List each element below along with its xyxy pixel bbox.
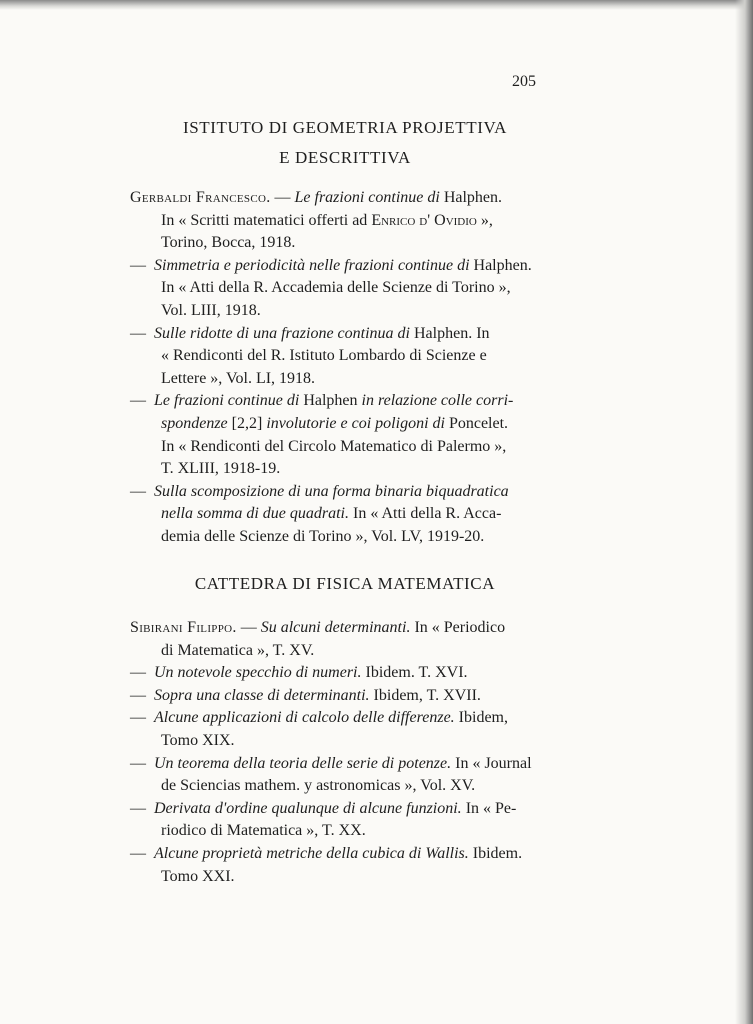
entry-text: « Rendiconti del R. Istituto Lombardo di Scienze e (161, 347, 487, 365)
entry-text: demia delle Scienze di Torino », Vol. LV, 1919-20. (161, 527, 485, 545)
entry-title: Alcune applicazioni di calcolo delle differenze. (154, 709, 455, 727)
entry-dash: — (130, 664, 146, 682)
entry-text: In « Pe- (461, 799, 517, 817)
entry-text: In « Periodico (410, 619, 506, 636)
entry-title: Sulla scomposizione di una forma binaria biquadratica (154, 482, 509, 500)
bibliography-entry (130, 617, 560, 662)
bibliography-entry (130, 481, 560, 549)
entry-text: Ibidem, (454, 709, 508, 727)
entry-title: Le frazioni continue di (294, 189, 440, 206)
entry-text: In « Rendiconti del Circolo Matematico di Palermo », (161, 437, 507, 455)
section-title-geometria: ISTITUTO DI GEOMETRIA PROJETTIVA (182, 118, 508, 137)
section1-bibliography (130, 187, 560, 549)
entry-title-continued: nella somma di due quadrati. (161, 505, 349, 523)
entry-title: Sopra una classe di determinanti. (154, 686, 370, 704)
entry-text: Halphen. In (409, 324, 490, 342)
entry-dash: — (130, 324, 146, 342)
entry-text: Lettere », Vol. LI, 1918. (161, 369, 316, 387)
entry-dash: — (130, 844, 146, 862)
entry-text: di Matematica », T. XV. (161, 641, 315, 659)
section-title-fisica-matematica: CATTEDRA DI FISICA MATEMATICA (194, 574, 496, 593)
entry-dash: — (130, 392, 146, 410)
entry-dash: — (130, 686, 146, 704)
entry-text: Ibidem, T. XVII. (369, 686, 481, 704)
entry-separator: — (236, 619, 261, 636)
entry-dedicatee: Enrico d' Ovidio (371, 211, 477, 229)
entry-text: Poncelet. (444, 414, 509, 432)
bibliography-entry (130, 323, 560, 391)
bibliography-entry (130, 662, 560, 685)
entry-text: Vol. LIII, 1918. (161, 301, 261, 319)
entry-text: In « Journal (451, 754, 532, 772)
entry-author: Sibirani Filippo. (130, 619, 237, 636)
scan-top-edge (0, 0, 753, 10)
entry-title: Un teorema della teoria delle serie di potenze. (154, 754, 452, 772)
scan-right-edge (735, 0, 753, 1024)
bibliography-entry (130, 843, 560, 888)
entry-text: Torino, Bocca, 1918. (161, 234, 296, 252)
bibliography-entry (130, 685, 560, 708)
bibliography-entry (130, 753, 560, 798)
entry-text: Tomo XXI. (161, 867, 235, 885)
entry-title: Alcune proprietà metriche della cubica di Wallis. (154, 844, 469, 862)
entry-title: Un notevole specchio di numeri. (154, 664, 362, 682)
bibliography-entry (130, 707, 560, 752)
entry-dash: — (130, 256, 146, 274)
entry-dash: — (130, 754, 146, 772)
bibliography-entry (130, 255, 560, 323)
entry-title: Su alcuni determinanti. (260, 619, 411, 636)
entry-text: Tomo XIX. (161, 731, 235, 749)
entry-dash: — (130, 482, 146, 500)
entry-text: In « Scritti matematici offerti ad (161, 211, 372, 229)
bibliography-entry (130, 798, 560, 843)
bibliography-entry (130, 187, 560, 255)
entry-text: In « Atti della R. Acca- (349, 505, 502, 523)
entry-title-continued: in relazione colle corri- (361, 392, 514, 410)
entry-title: Derivata d'ordine qualunque di alcune funzioni. (154, 799, 462, 817)
entry-title: Le frazioni continue di (154, 392, 300, 410)
entry-text: In « Atti della R. Accademia delle Scienze di Torino », (161, 279, 511, 297)
entry-text: Halphen. (439, 189, 503, 206)
page-number: 205 (512, 73, 536, 90)
entry-text: Ibidem. (468, 844, 523, 862)
entry-text: [2,2] (227, 414, 267, 432)
section2-bibliography (130, 617, 560, 888)
entry-title: Simmetria e periodicità nelle frazioni continue di (154, 256, 470, 274)
entry-text: de Sciencias mathem. y astronomicas », Vol. XV. (161, 777, 476, 795)
entry-title-continued: spondenze (161, 414, 228, 432)
entry-text: riodico di Matematica », T. XX. (161, 822, 366, 840)
entry-text: », (476, 211, 493, 229)
bibliography-entry (130, 390, 560, 480)
entry-dash: — (130, 799, 146, 817)
section-subtitle-descrittiva: E DESCRITTIVA (279, 148, 411, 167)
entry-text: Ibidem. T. XVI. (361, 664, 468, 682)
entry-text: Halphen (299, 392, 362, 410)
entry-separator: — (270, 189, 295, 206)
entry-title-continued: involutorie e coi poligoni di (266, 414, 445, 432)
entry-title: Sulle ridotte di una frazione continua di (154, 324, 410, 342)
entry-text: T. XLIII, 1918-19. (161, 460, 281, 478)
entry-text: Halphen. (469, 256, 532, 274)
entry-dash: — (130, 709, 146, 727)
entry-author: Gerbaldi Francesco. (130, 189, 271, 206)
